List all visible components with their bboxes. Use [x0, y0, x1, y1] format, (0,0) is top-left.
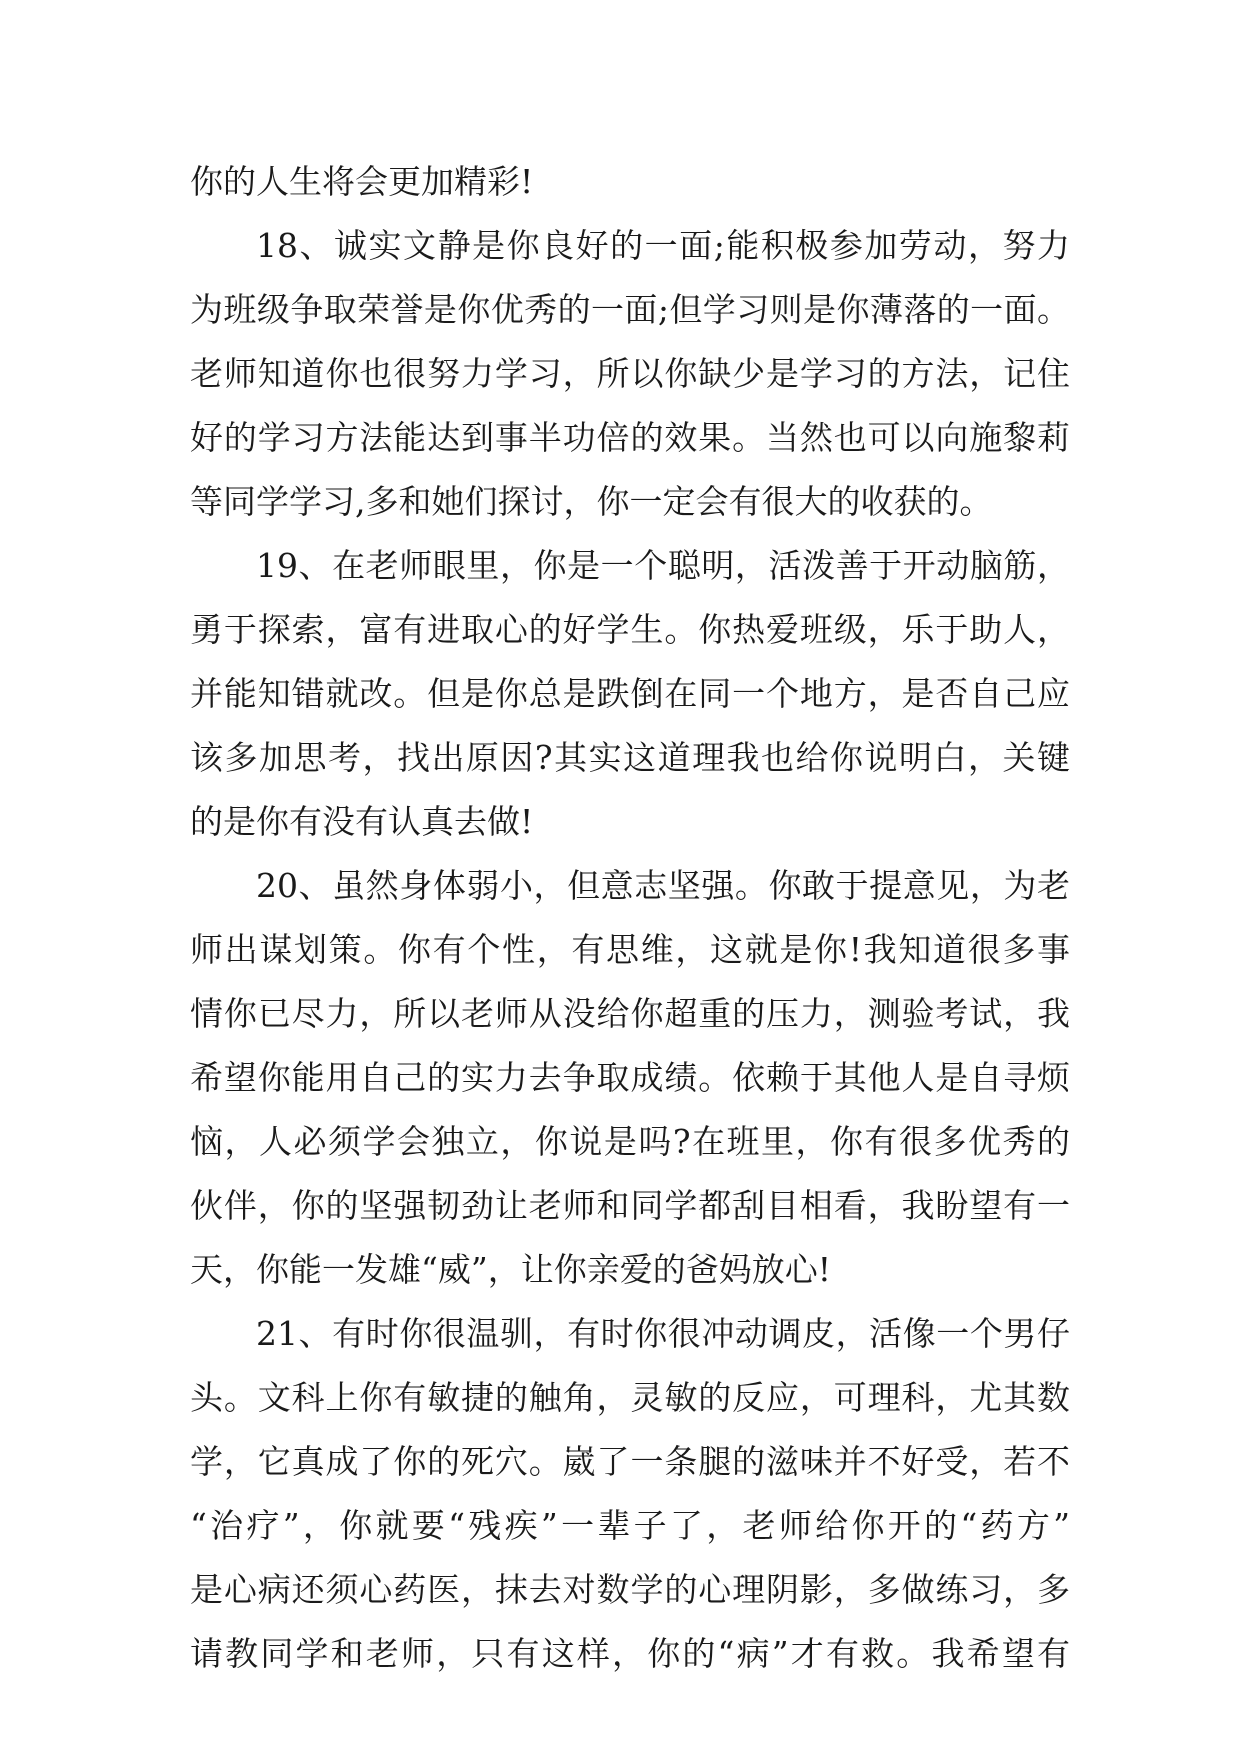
paragraph-first-line: 19、在老师眼里，你是一个聪明，活泼善于开动脑筋，: [256, 546, 1070, 585]
text-line: 该多加思考，找出原因?其实这道理我也给你说明白，关键: [190, 738, 1070, 777]
text-line: 勇于探索，富有进取心的好学生。你热爱班级，乐于助人，: [190, 610, 1070, 649]
text-line: 并能知错就改。但是你总是跌倒在同一个地方，是否自己应: [190, 674, 1070, 713]
text-line: 你的人生将会更加精彩!: [190, 162, 534, 201]
text-line: 好的学习方法能达到事半功倍的效果。当然也可以向施黎莉: [190, 418, 1070, 457]
paragraph-first-line: 21、有时你很温驯，有时你很冲动调皮，活像一个男仔: [256, 1314, 1070, 1353]
paragraph-first-line: 18、诚实文静是你良好的一面;能积极参加劳动，努力: [256, 226, 1070, 265]
text-line: 老师知道你也很努力学习，所以你缺少是学习的方法，记住: [190, 354, 1070, 393]
text-line: 是心病还须心药医，抹去对数学的心理阴影，多做练习，多: [190, 1570, 1070, 1609]
text-line: “治疗”，你就要“残疾”一辈子了，老师给你开的“药方”: [190, 1506, 1070, 1545]
text-line: 希望你能用自己的实力去争取成绩。依赖于其他人是自寻烦: [190, 1058, 1070, 1097]
text-line: 情你已尽力，所以老师从没给你超重的压力，测验考试，我: [190, 994, 1070, 1033]
text-line: 头。文科上你有敏捷的触角，灵敏的反应，可理科，尤其数: [190, 1378, 1070, 1417]
text-line: 为班级争取荣誉是你优秀的一面;但学习则是你薄落的一面。: [190, 290, 1070, 329]
text-line: 天，你能一发雄“威”，让你亲爱的爸妈放心!: [190, 1250, 832, 1289]
text-line: 恼，人必须学会独立，你说是吗?在班里，你有很多优秀的: [190, 1122, 1070, 1161]
document-body: [190, 150, 1070, 1686]
text-line: 等同学学习,多和她们探讨，你一定会有很大的收获的。: [190, 482, 993, 521]
text-line: 师出谋划策。你有个性，有思维，这就是你!我知道很多事: [190, 930, 1070, 969]
text-line: 学，它真成了你的死穴。崴了一条腿的滋味并不好受，若不: [190, 1442, 1070, 1481]
text-line: 的是你有没有认真去做!: [190, 802, 534, 841]
text-line: 伙伴，你的坚强韧劲让老师和同学都刮目相看，我盼望有一: [190, 1186, 1070, 1225]
text-line: 请教同学和老师，只有这样，你的“病”才有救。我希望有: [190, 1634, 1070, 1673]
paragraph-first-line: 20、虽然身体弱小，但意志坚强。你敢于提意见，为老: [256, 866, 1070, 905]
